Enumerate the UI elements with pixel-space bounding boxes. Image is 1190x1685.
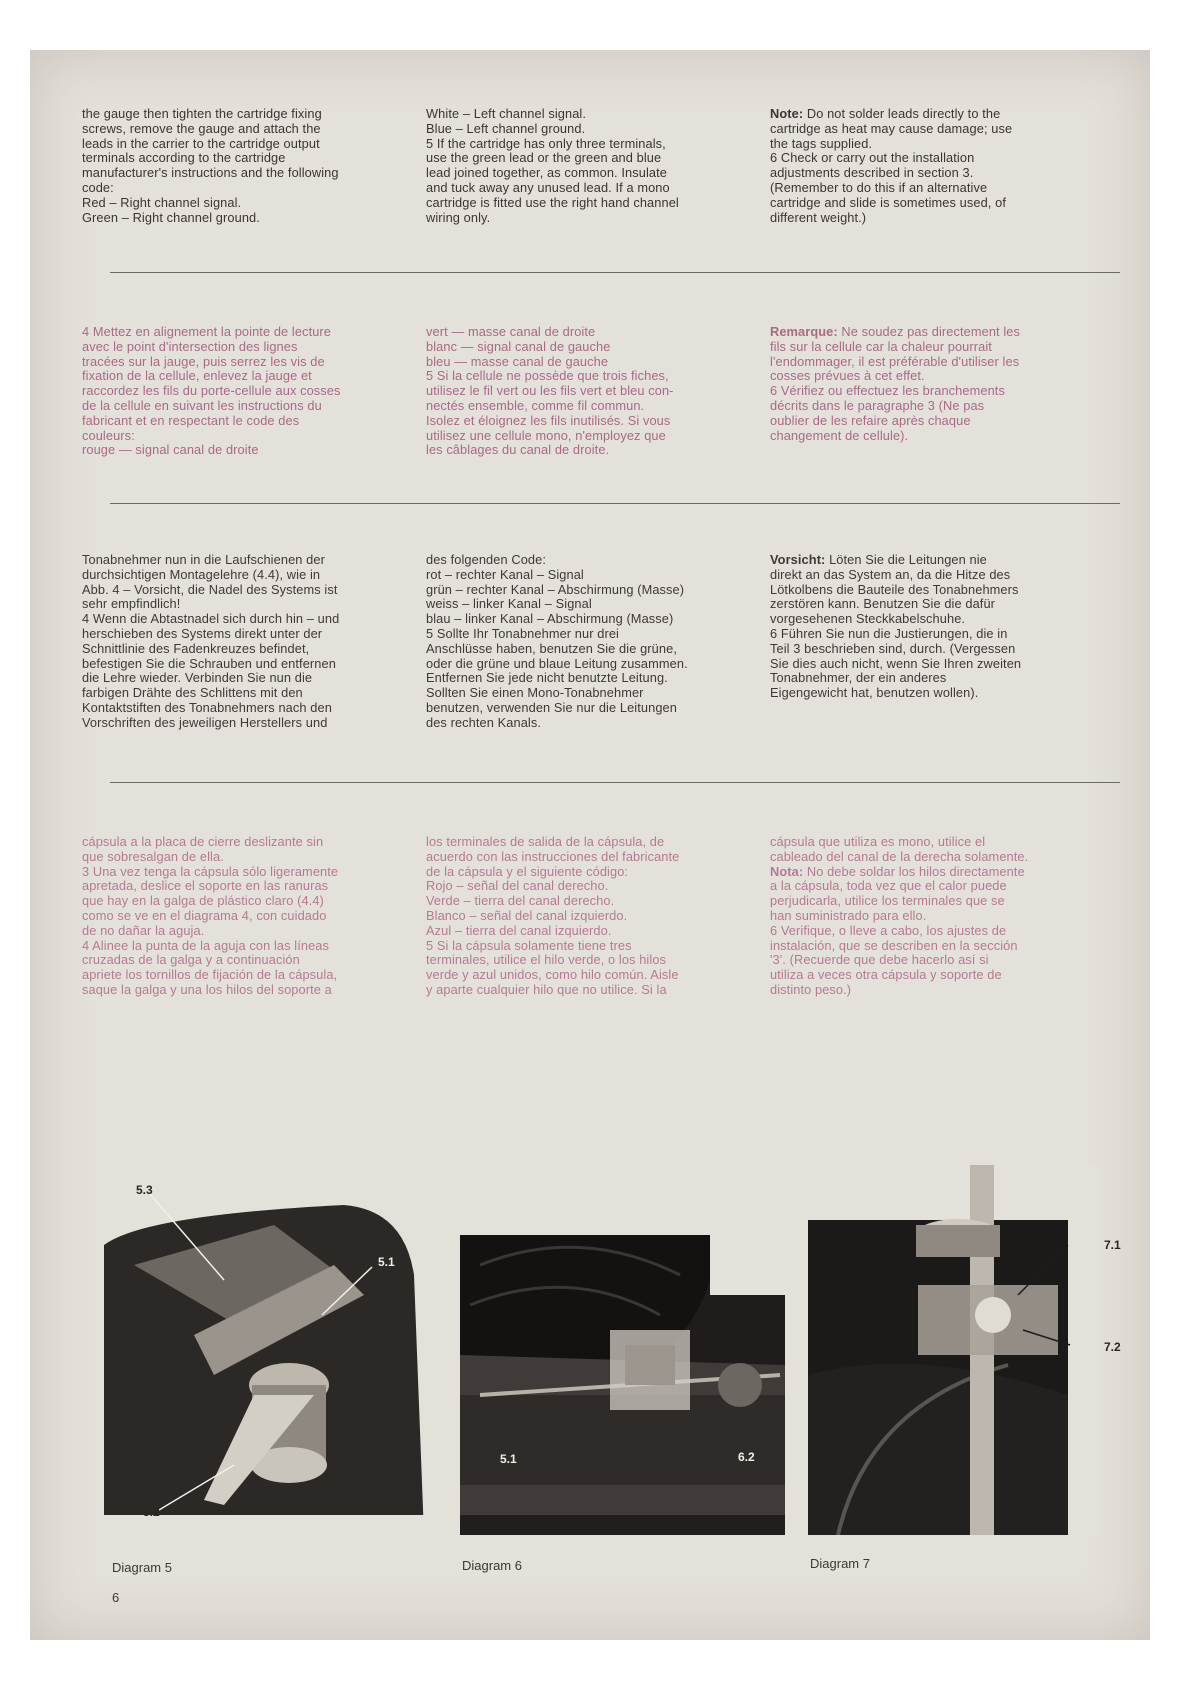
english-column-1: [82, 107, 396, 225]
spanish-column-2: [426, 835, 740, 998]
english-text-2: White – Left channel signal. Blue – Left channel ground. 5 If the cartridge has only three terminals, use the green lead or the green and blue lead joined together, as common. Insulate and tuck away any unused lead. If a mono cartridge is fitted use the right hand channel wiring only.: [426, 106, 679, 225]
spanish-section: [82, 835, 1084, 998]
spanish-text-3b: No debe soldar los hilos directamente a la cápsula, toda vez que el calor puede perjudicarla, utilice los terminales que se han suministrado para ello. 6 Verifique, o lleve a cabo, los ajustes de instalación, que se describen en la sección '3'. (Recuerde que debe hacerlo así si utiliza a veces otra cápsula y soporte de distinto peso.): [770, 863, 1025, 997]
diagram-5-callout-3: 5.2: [143, 1505, 160, 1519]
german-column-2: [426, 553, 740, 731]
diagram-6-callout-2: 6.2: [738, 1450, 755, 1464]
french-text-2: vert — masse canal de droite blanc — signal canal de gauche bleu — masse canal de gauche 5 Si la cellule ne possède que trois fiches, utilisez le fil vert ou les fils vert et bleu con- nectés ensemble, comme fil commun. Isolez et éloignez les fils inutilisés. Si vous utilisez une cellule mono, n'employez que les câblages du canal de droite.: [426, 324, 674, 458]
diagram-7-illustration: [808, 1165, 1100, 1535]
spanish-column-1: [82, 835, 396, 998]
diagram-7-caption: Diagram 7: [810, 1556, 870, 1571]
spanish-text-2: los terminales de salida de la cápsula, de acuerdo con las instrucciones del fabricante de la cápsula y el siguiente código: Rojo – señal del canal derecho. Verde – tierra del canal derecho. Blanco – señal del canal izquierdo. Azul – tierra del canal izquierdo. 5 Si la cápsula solamente tiene tres terminales, utilice el hilo verde, o los hilos verde y azul unidos, como hilo común. Aisle y aparte cualquier hilo que no utilice. Si la: [426, 834, 680, 997]
spanish-note-label: Nota:: [770, 863, 804, 879]
german-text-2: des folgenden Code: rot – rechter Kanal – Signal grün – rechter Kanal – Abschirmung (Masse) weiss – linker Kanal – Signal blau – linker Kanal – Abschirmung (Masse) 5 Sollte Ihr Tonabnehmer nur drei Anschlüsse haben, benutzen Sie die grüne, oder die grüne und blaue Leitung zusammen. Entfernen Sie jede nicht benutzte Leitung. Sollten Sie einen Mono-Tonabnehmer benutzen, verwenden Sie nur die Leitungen des rechten Kanals.: [426, 552, 688, 730]
diagram-7-callout-2: 7.2: [1104, 1340, 1121, 1354]
diagram-5-callout-2: 5.1: [378, 1255, 395, 1269]
french-note-label: Remarque:: [770, 324, 838, 339]
german-column-1: [82, 553, 396, 731]
english-text-1: the gauge then tighten the cartridge fixing screws, remove the gauge and attach the leads in the carrier to the cartridge output terminals according to the cartridge manufacturer's instructions and the following code: Red – Right channel signal. Green – Right channel ground.: [82, 106, 339, 225]
diagram-5-photo: [104, 1165, 429, 1535]
french-column-3: [770, 325, 1084, 458]
german-column-3: [770, 553, 1084, 731]
spanish-column-3: [770, 835, 1084, 998]
german-text-1: Tonabnehmer nun in die Laufschienen der durchsichtigen Montagelehre (4.4), wie in Abb. 4 – Vorsicht, die Nadel des Systems ist sehr empfindlich! 4 Wenn die Abtastnadel sich durch hin – und herschieben des Systems direkt unter der Schnittlinie des Fadenkreuzes befindet, befestigen Sie die Schrauben und entfernen die Lehre wieder. Verbinden Sie nun die farbigen Drähte des Schlittens mit den Kontaktstiften des Tonabnehmers nach den Vorschriften des jeweiligen Herstellers und: [82, 552, 340, 730]
english-column-3: [770, 107, 1084, 225]
spanish-text-1: cápsula a la placa de cierre deslizante sin que sobresalgan de ella. 3 Una vez tenga la cápsula sólo ligeramente apretada, deslice el soporte en las ranuras que hay en la galga de plástico claro (4.4) como se ve en el diagrama 4, con cuidado de no dañar la aguja. 4 Alinee la punta de la aguja con las líneas cruzadas de la galga y a continuación apriete los tornillos de fijación de la cápsula, saque la galga y una los hilos del soporte a: [82, 834, 339, 997]
spanish-text-3: cápsula que utiliza es mono, utilice el cableado del canal de la derecha solamente.: [770, 834, 1029, 864]
diagram-7-photo: [808, 1165, 1100, 1535]
diagram-6-caption: Diagram 6: [462, 1558, 522, 1573]
diagram-7-callout-1: 7.1: [1104, 1238, 1121, 1252]
german-text-3: Löten Sie die Leitungen nie direkt an das System an, da die Hitze des Lötkolbens die Bauteile des Tonabnehmers zerstören kann. Benutzen Sie die dafür vorgesehenen Steckkabelschuhe. 6 Führen Sie nun die Justierungen, die in Teil 3 beschrieben sind, durch. (Vergessen Sie dies auch nicht, wenn Sie Ihren zweiten Tonabnehmer, der ein anderes Eigengewicht hat, benutzen wollen).: [770, 552, 1022, 701]
diagram-5-caption: Diagram 5: [112, 1560, 172, 1575]
english-section: [82, 107, 1084, 225]
diagram-5-callout-1: 5.3: [136, 1183, 153, 1197]
french-text-3: Ne soudez pas directement les fils sur la cellule car la chaleur pourrait l'endommager, il est préférable d'utiliser les cosses prévues à cet effet. 6 Vérifiez ou effectuez les branchements décrits dans le paragraphe 3 (Ne pas oublier de les refaire après chaque changement de cellule).: [770, 324, 1020, 443]
section-divider: [110, 503, 1120, 504]
english-column-2: [426, 107, 740, 225]
english-note-label: Note:: [770, 106, 804, 121]
french-column-2: [426, 325, 740, 458]
section-divider: [110, 782, 1120, 783]
page-number: 6: [112, 1590, 120, 1605]
diagram-6-callout-1: 5.1: [500, 1452, 517, 1466]
german-note-label: Vorsicht:: [770, 552, 826, 567]
diagram-6-illustration: [460, 1235, 785, 1535]
french-section: [82, 325, 1084, 458]
german-section: [82, 553, 1084, 731]
french-text-1: 4 Mettez en alignement la pointe de lecture avec le point d'intersection des lignes tracées sur la jauge, puis serrez les vis de fixation de la cellule, enlevez la jauge et raccordez les fils du porte-cellule aux cosses de la cellule en suivant les instructions du fabricant et en respectant le code des couleurs: rouge — signal canal de droite: [82, 324, 341, 458]
diagram-6-photo: [460, 1235, 785, 1535]
diagram-5-illustration: [104, 1165, 429, 1535]
section-divider: [110, 272, 1120, 273]
french-column-1: [82, 325, 396, 458]
english-text-3: Do not solder leads directly to the cartridge as heat may cause damage; use the tags supplied. 6 Check or carry out the installation adjustments described in section 3. (Remember to do this if an alternative cartridge and slide is sometimes used, of different weight.): [770, 106, 1013, 225]
